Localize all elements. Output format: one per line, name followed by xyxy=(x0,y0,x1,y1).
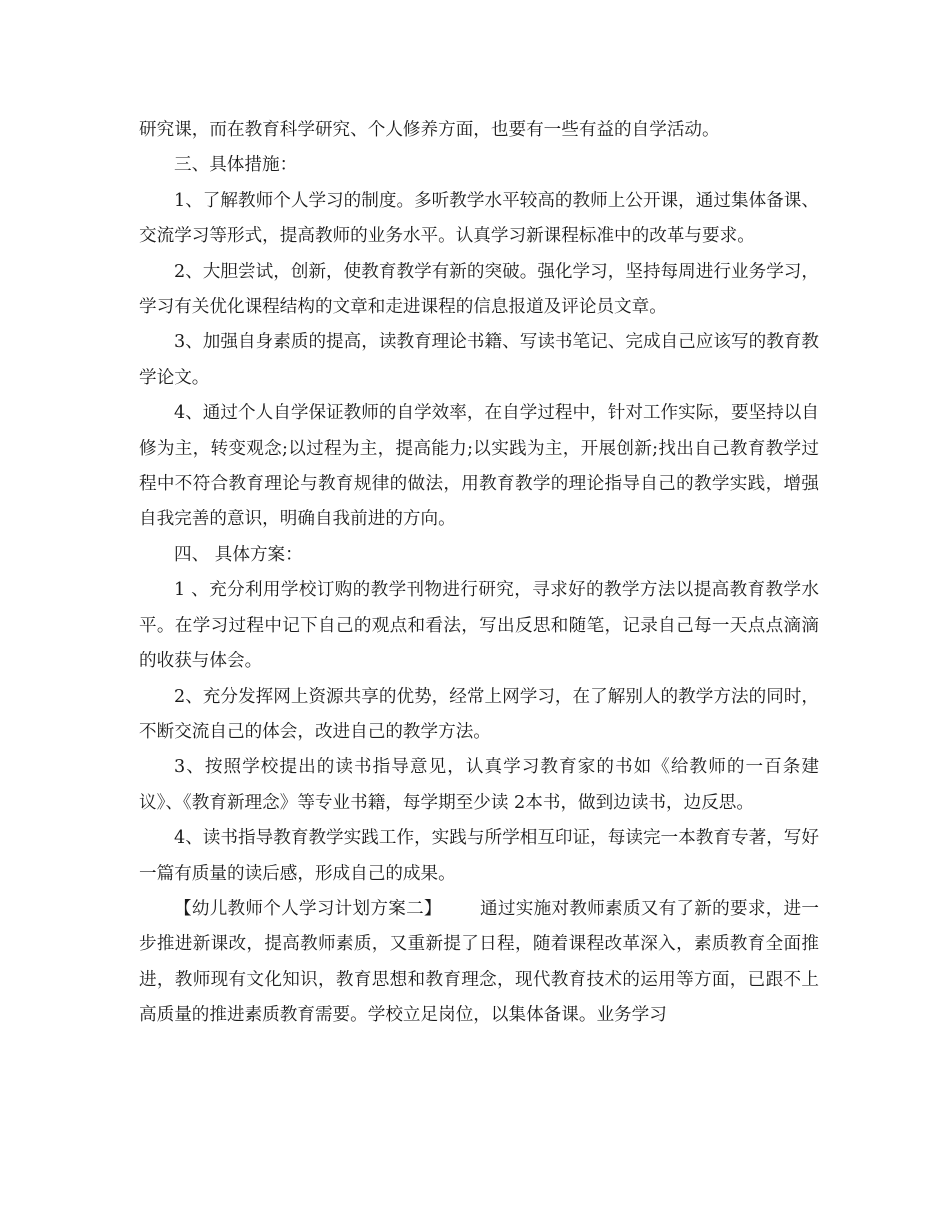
measure-item-1: 1、了解教师个人学习的制度。多听教学水平较高的教师上公开课，通过集体备课、交流学习等形式，提高教师的业务水平。认真学习新课程标准中的改革与要求。 xyxy=(139,190,819,247)
section-heading-measures: 三、具体措施： xyxy=(174,155,298,176)
measure-item-3: 3、加强自身素质的提高，读教育理论书籍、写读书笔记、完成自己应该写的教育教学论文。 xyxy=(139,332,819,388)
document-body xyxy=(139,113,819,1034)
plan-item-1: 1 、充分利用学校订购的教学刊物进行研究，寻求好的教学方法以提高教育教学水平。在学习过程中记下自己的观点和看法，写出反思和随笔，记录自己每一天点点滴滴的收获与体会。 xyxy=(139,580,819,672)
plan-item-4: 4、读书指导教育教学实践工作，实践与所学相互印证，每读完一本教育专著，写好一篇有质量的读后感，形成自己的成果。 xyxy=(139,828,819,884)
plan2-paragraph xyxy=(139,892,819,1034)
measure-item-2: 2、大胆尝试，创新，使教育教学有新的突破。强化学习，坚持每周进行业务学习，学习有关优化课程结构的文章和走进课程的信息报道及评论员文章。 xyxy=(139,261,819,318)
section-heading-plan: 四、 具体方案： xyxy=(174,544,303,565)
paragraph-continuation: 研究课，而在教育科学研究、个人修养方面，也要有一些有益的自学活动。 xyxy=(139,120,720,140)
plan-item-3: 3、按照学校提出的读书指导意见，认真学习教育家的书如《给教师的一百条建议》、《教育新理念》等专业书籍，每学期至少读 2本书，做到边读书，边反思。 xyxy=(139,757,819,813)
plan2-heading: 【幼儿教师个人学习计划方案二】 xyxy=(174,898,442,919)
plan-item-2: 2、充分发挥网上资源共享的优势，经常上网学习，在了解别人的教学方法的同时，不断交流自己的体会，改进自己的教学方法。 xyxy=(139,686,819,742)
measure-item-4: 4、通过个人自学保证教师的自学效率，在自学过程中，针对工作实际，要坚持以自修为主，转变观念;以过程为主，提高能力;以实践为主，开展创新;找出自己教育教学过程中不符合教育理论与教育规律的做法，用教育教学的理论指导自己的教学实践，增强自我完善的意识，明确自我前进的方向。 xyxy=(139,403,819,530)
plan2-body: 通过实施对教师素质又有了新的要求，进一步推进新课改，提高教师素质，又重新提了日程，随着课程改革深入，素质教育全面推进，教师现有文化知识，教育思想和教育理念，现代教育技术的运用等方面，已跟不上高质量的推进素质教育需要。学校立足岗位，以集体备课。业务学习 xyxy=(139,898,819,1026)
